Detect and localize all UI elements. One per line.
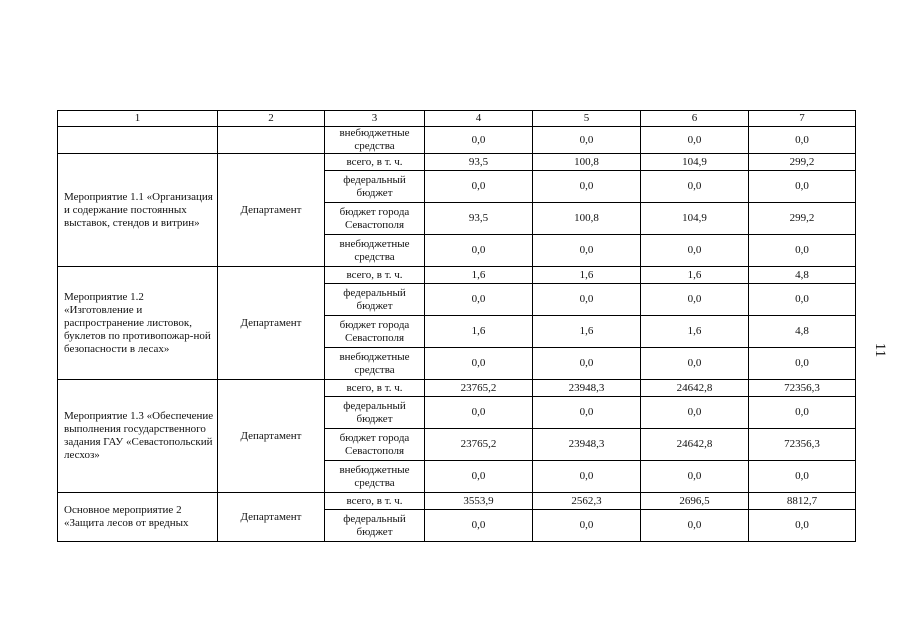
funding-source: всего, в т. ч. [325, 493, 425, 510]
value-cell: 299,2 [749, 154, 856, 171]
value-cell: 93,5 [425, 154, 533, 171]
table-row [58, 380, 856, 397]
value-cell: 299,2 [749, 203, 856, 235]
column-header: 1 [58, 111, 218, 127]
value-cell: 0,0 [425, 171, 533, 203]
value-cell: 8812,7 [749, 493, 856, 510]
department: Департамент [218, 493, 325, 542]
funding-source: федеральный бюджет [325, 171, 425, 203]
value-cell: 0,0 [749, 461, 856, 493]
column-header: 7 [749, 111, 856, 127]
value-cell: 24642,8 [641, 380, 749, 397]
table-row [58, 127, 856, 154]
value-cell: 0,0 [749, 284, 856, 316]
funding-source: федеральный бюджет [325, 397, 425, 429]
value-cell: 0,0 [425, 127, 533, 154]
value-cell: 0,0 [533, 348, 641, 380]
value-cell: 0,0 [641, 461, 749, 493]
value-cell: 0,0 [641, 397, 749, 429]
value-cell: 0,0 [533, 171, 641, 203]
activity-name [58, 127, 218, 154]
column-header: 6 [641, 111, 749, 127]
funding-source: федеральный бюджет [325, 284, 425, 316]
value-cell: 0,0 [425, 284, 533, 316]
value-cell: 1,6 [425, 267, 533, 284]
value-cell: 3553,9 [425, 493, 533, 510]
value-cell: 0,0 [749, 235, 856, 267]
funding-source: бюджет города Севастополя [325, 429, 425, 461]
value-cell: 0,0 [425, 397, 533, 429]
value-cell: 0,0 [533, 127, 641, 154]
column-header: 3 [325, 111, 425, 127]
funding-source: внебюджетные средства [325, 348, 425, 380]
value-cell: 1,6 [641, 267, 749, 284]
value-cell: 104,9 [641, 203, 749, 235]
department: Департамент [218, 267, 325, 380]
funding-source: бюджет города Севастополя [325, 203, 425, 235]
table-row [58, 267, 856, 284]
table-row [58, 154, 856, 171]
funding-source: всего, в т. ч. [325, 267, 425, 284]
value-cell: 1,6 [533, 267, 641, 284]
value-cell: 23765,2 [425, 429, 533, 461]
value-cell: 0,0 [533, 284, 641, 316]
page-number: 11 [872, 342, 888, 358]
funding-source: внебюджетные средства [325, 461, 425, 493]
value-cell: 0,0 [641, 284, 749, 316]
value-cell: 1,6 [425, 316, 533, 348]
value-cell: 0,0 [749, 510, 856, 542]
activity-name: Основное мероприятие 2 «Защита лесов от вредных [58, 493, 218, 542]
value-cell: 0,0 [533, 510, 641, 542]
value-cell: 0,0 [425, 461, 533, 493]
value-cell: 72356,3 [749, 429, 856, 461]
value-cell: 0,0 [533, 461, 641, 493]
header-row [58, 111, 856, 127]
funding-source: федеральный бюджет [325, 510, 425, 542]
value-cell: 4,8 [749, 316, 856, 348]
value-cell: 2562,3 [533, 493, 641, 510]
value-cell: 23948,3 [533, 380, 641, 397]
column-header: 5 [533, 111, 641, 127]
value-cell: 0,0 [425, 510, 533, 542]
department: Департамент [218, 380, 325, 493]
value-cell: 100,8 [533, 203, 641, 235]
funding-source: бюджет города Севастополя [325, 316, 425, 348]
funding-source: всего, в т. ч. [325, 380, 425, 397]
value-cell: 104,9 [641, 154, 749, 171]
value-cell: 0,0 [425, 348, 533, 380]
value-cell: 0,0 [533, 235, 641, 267]
funding-source: всего, в т. ч. [325, 154, 425, 171]
value-cell: 0,0 [533, 397, 641, 429]
value-cell: 0,0 [641, 510, 749, 542]
table-body [58, 111, 856, 542]
budget-table [57, 110, 856, 542]
value-cell: 0,0 [641, 235, 749, 267]
column-header: 4 [425, 111, 533, 127]
funding-source: внебюджетные средства [325, 127, 425, 154]
value-cell: 93,5 [425, 203, 533, 235]
value-cell: 1,6 [533, 316, 641, 348]
activity-name: Мероприятие 1.1 «Организация и содержание постоянных выставок, стендов и витрин» [58, 154, 218, 267]
table-row [58, 493, 856, 510]
value-cell: 0,0 [749, 171, 856, 203]
department: Департамент [218, 154, 325, 267]
value-cell: 100,8 [533, 154, 641, 171]
value-cell: 0,0 [749, 348, 856, 380]
activity-name: Мероприятие 1.3 «Обеспечение выполнения государственного задания ГАУ «Севастопольский лесхоз» [58, 380, 218, 493]
value-cell: 0,0 [749, 397, 856, 429]
funding-source: внебюджетные средства [325, 235, 425, 267]
value-cell: 72356,3 [749, 380, 856, 397]
column-header: 2 [218, 111, 325, 127]
department [218, 127, 325, 154]
value-cell: 24642,8 [641, 429, 749, 461]
value-cell: 0,0 [641, 171, 749, 203]
value-cell: 0,0 [749, 127, 856, 154]
activity-name: Мероприятие 1.2 «Изготовление и распространение листовок, буклетов по противопожар-ной безопасности в лесах» [58, 267, 218, 380]
value-cell: 0,0 [641, 348, 749, 380]
value-cell: 2696,5 [641, 493, 749, 510]
value-cell: 23765,2 [425, 380, 533, 397]
value-cell: 4,8 [749, 267, 856, 284]
value-cell: 0,0 [425, 235, 533, 267]
value-cell: 23948,3 [533, 429, 641, 461]
value-cell: 0,0 [641, 127, 749, 154]
value-cell: 1,6 [641, 316, 749, 348]
